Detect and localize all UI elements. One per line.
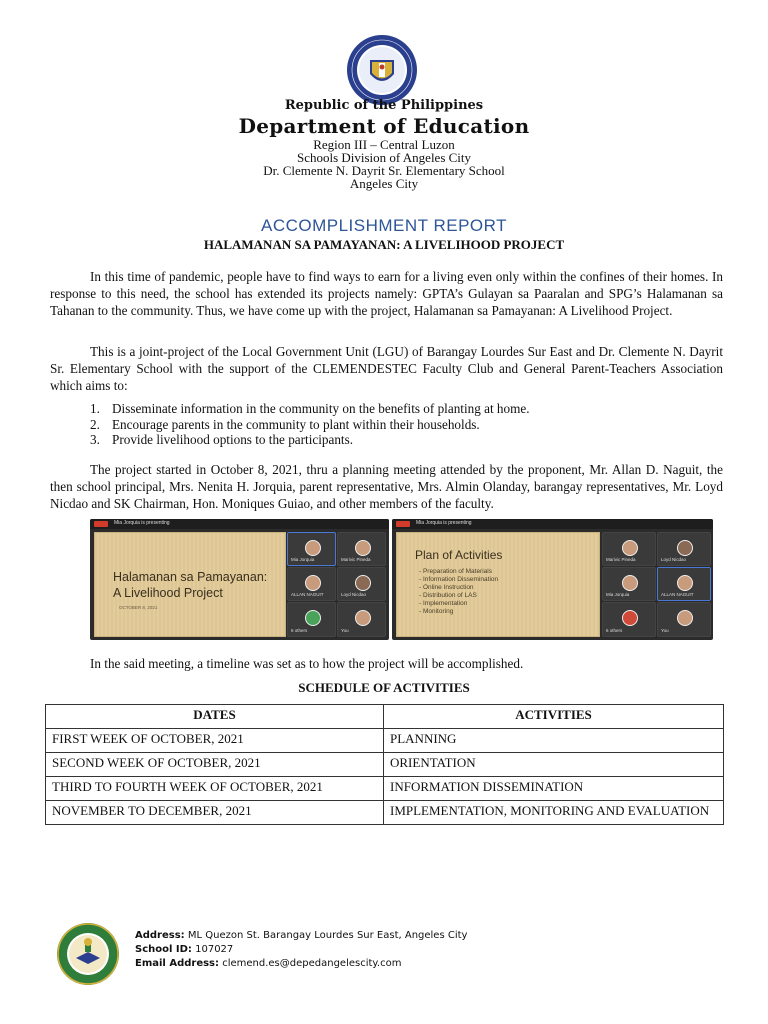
schedule-table	[45, 704, 724, 825]
video-tile: ALLAN NAGUIT	[657, 567, 711, 601]
video-tile: ALLAN NAGUIT	[287, 567, 336, 601]
meeting-screenshot-right	[392, 519, 713, 640]
video-tile: Marivic Pineda	[602, 532, 656, 566]
column-header-dates: DATES	[46, 705, 384, 729]
date-cell: NOVEMBER TO DECEMBER, 2021	[46, 801, 384, 825]
report-title: ACCOMPLISHMENT REPORT	[260, 216, 508, 235]
paragraph-2: This is a joint-project of the Local Government Unit (LGU) of Barangay Lourdes Sur East and Dr. Clemente N. Dayrit Sr. Elementary School with the support of the CLEMENDESTEC Faculty Club and General Parent-Teachers Association which aims to:	[50, 344, 723, 393]
footer-email: Email Address: clemend.es@depedangelescity.com	[135, 958, 402, 969]
video-tile: Mia Jorquia	[602, 567, 656, 601]
table-header-row	[46, 705, 724, 729]
video-tile: You	[657, 602, 711, 637]
presenting-label: Mia Jorquia is presenting	[114, 520, 170, 526]
department-name: Department of Education	[238, 114, 530, 138]
paragraph-3: The project started in October 8, 2021, thru a planning meeting attended by the proponent, Mr. Allan D. Naguit, the then school principal, Mrs. Nenita H. Jorquia, parent representative, Mrs. Almin Olanday, barangay representatives, Mr. Loyd Nicdao and SK Chairman, Hon. Moniques Guiao, and other members of the faculty.	[50, 462, 723, 511]
school-line: Dr. Clemente N. Dayrit Sr. Elementary School	[263, 163, 505, 178]
republic-line: Republic of the Philippines	[284, 98, 484, 113]
video-tile: Loyd Nicdao	[657, 532, 711, 566]
schedule-title: SCHEDULE OF ACTIVITIES	[298, 680, 470, 695]
table-row	[46, 729, 724, 753]
school-seal-logo	[56, 922, 120, 986]
rec-badge	[396, 521, 410, 527]
list-item: 1. Disseminate information in the community on the benefits of planting at home.	[90, 401, 530, 416]
column-header-activities: ACTIVITIES	[384, 705, 724, 729]
activity-cell: PLANNING	[384, 729, 724, 753]
report-subtitle: HALAMANAN SA PAMAYANAN: A LIVELIHOOD PROJECT	[203, 237, 565, 252]
video-tile: Mia Jorquia	[287, 532, 336, 566]
table-row	[46, 753, 724, 777]
table-row	[46, 801, 724, 825]
division-line: Schools Division of Angeles City	[296, 150, 472, 165]
activity-cell: INFORMATION DISSEMINATION	[384, 777, 724, 801]
date-cell: FIRST WEEK OF OCTOBER, 2021	[46, 729, 384, 753]
paragraph-4: In the said meeting, a timeline was set as to how the project will be accomplished.	[90, 656, 524, 671]
region-line: Region III – Central Luzon	[313, 137, 455, 152]
meeting-screenshot-left	[90, 519, 389, 640]
table-row	[46, 777, 724, 801]
video-tile: You	[337, 602, 386, 637]
paragraph-1: In this time of pandemic, people have to find ways to earn for a living even only within the confines of their homes. In response to this need, the school has extended its projects namely: GPTA’s Gulayan sa Paaralan and SPG’s Halamanan sa Tahanan to the community. Thus, we have come up with the project, Halamanan sa Pamayanan: A Livelihood Project.	[50, 269, 723, 318]
aims-list	[90, 401, 720, 448]
slide-title: Halamanan sa Pamayanan: A Livelihood Project OCTOBER 8, 2021	[94, 532, 286, 637]
video-tile: Loyd Nicdao	[337, 567, 386, 601]
rec-badge	[94, 521, 108, 527]
presenting-label: Mia Jorquia is presenting	[416, 520, 472, 526]
date-cell: SECOND WEEK OF OCTOBER, 2021	[46, 753, 384, 777]
slide-plan-of-activities: Plan of Activities - Preparation of Materials - Information Dissemination - Online Instruction - Distribution of LAS - Implementation - Monitoring	[396, 532, 600, 637]
list-item: 3. Provide livelihood options to the participants.	[90, 432, 354, 447]
footer-address: Address: ML Quezon St. Barangay Lourdes Sur East, Angeles City	[135, 930, 468, 941]
video-tile: 6 others	[602, 602, 656, 637]
video-tile: Marivic Pineda	[337, 532, 386, 566]
footer-school-id: School ID: 107027	[135, 944, 234, 955]
city-line: Angeles City	[349, 176, 419, 191]
activity-cell: IMPLEMENTATION, MONITORING AND EVALUATION	[384, 801, 724, 825]
date-cell: THIRD TO FOURTH WEEK OF OCTOBER, 2021	[46, 777, 384, 801]
deped-seal-logo	[346, 34, 418, 106]
activity-cell: ORIENTATION	[384, 753, 724, 777]
video-tile: 6 others	[287, 602, 336, 637]
list-item: 2. Encourage parents in the community to plant within their households.	[90, 416, 480, 432]
